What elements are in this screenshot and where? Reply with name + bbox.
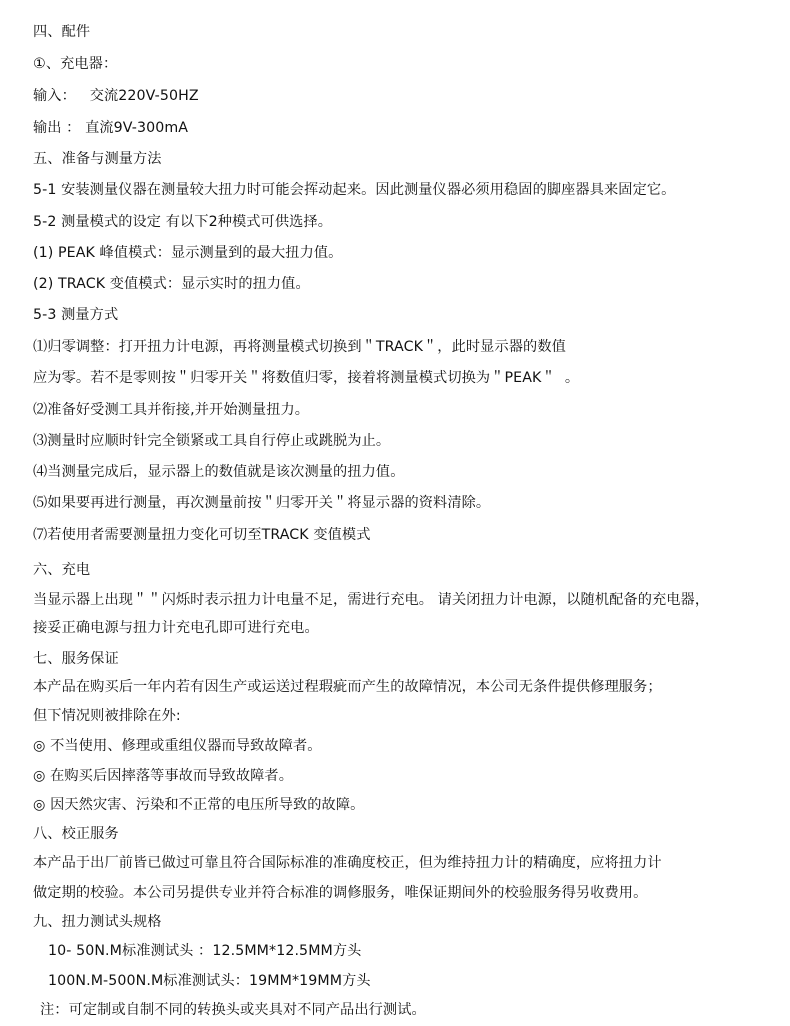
procedure-5: ⑸如果要再进行测量，再次测量前按＂归零开关＂将显示器的资料清除。: [33, 495, 491, 511]
procedure-3: ⑶测量时应顺时针完全锁紧或工具自行停止或跳脱为止。: [33, 433, 391, 449]
step-5-1: 5-1 安装测量仪器在测量较大扭力时可能会挥动起来。因此测量仪器必须用稳固的脚座器具来固定它。: [33, 182, 676, 198]
charging-line-2: 接妥正确电源与扭力计充电孔即可进行充电。: [33, 620, 319, 636]
procedure-1-line-1: ⑴归零调整：打开扭力计电源，再将测量模式切换到＂TRACK＂，此时显示器的数值: [33, 339, 566, 355]
warranty-exclusion-2: ◎ 在购买后因摔落等事故而导致故障者。: [33, 768, 293, 784]
procedure-1-line-2: 应为零。若不是零则按＂归零开关＂将数值归零，接着将测量模式切换为＂PEAK＂ 。: [33, 370, 580, 386]
warranty-exclusion-1: ◎ 不当使用、修理或重组仪器而导致故障者。: [33, 738, 322, 754]
charger-output-spec: 输出 ： 直流9V-300mA: [33, 120, 189, 136]
section-8-title: 八、校正服务: [33, 826, 119, 842]
test-head-note: 注：可定制或自制不同的转换头或夹具对不同产品出行测试。: [40, 1002, 426, 1018]
charger-heading: ①、充电器：: [33, 56, 118, 72]
section-5-title: 五、准备与测量方法: [33, 151, 162, 167]
step-5-2: 5-2 测量模式的设定 有以下2种模式可供选择。: [33, 214, 332, 230]
section-9-title: 九、扭力测试头规格: [33, 914, 162, 930]
section-4-title: 四、配件: [33, 24, 91, 40]
calibration-line-2: 做定期的校验。本公司另提供专业并符合标准的调修服务，唯保证期间外的校验服务得另收费用。: [33, 885, 648, 901]
section-6-title: 六、充电: [33, 562, 91, 578]
procedure-4: ⑷当测量完成后，显示器上的数值就是该次测量的扭力值。: [33, 464, 405, 480]
calibration-line-1: 本产品于出厂前皆已做过可靠且符合国际标准的准确度校正，但为维持扭力计的精确度，应将扭力计: [33, 855, 662, 871]
test-head-spec-2: 100N.M-500N.M标准测试头：19MM*19MM方头: [48, 973, 371, 989]
section-7-title: 七、服务保证: [33, 651, 119, 667]
mode-track: (2) TRACK 变值模式：显示实时的扭力值。: [33, 276, 310, 292]
warranty-line-1: 本产品在购买后一年内若有因生产或运送过程瑕疵而产生的故障情况，本公司无条件提供修理服务；: [33, 679, 662, 695]
test-head-spec-1: 10- 50N.M标准测试头 ：12.5MM*12.5MM方头: [48, 943, 362, 959]
warranty-exclusion-3: ◎ 因天然灾害、污染和不正常的电压所导致的故障。: [33, 797, 365, 813]
mode-peak: (1) PEAK 峰值模式：显示测量到的最大扭力值。: [33, 245, 343, 261]
warranty-line-2: 但下情况则被排除在外:: [33, 708, 181, 724]
charger-input-spec: 输入： 交流220V-50HZ: [33, 88, 199, 104]
step-5-3: 5-3 测量方式: [33, 307, 119, 323]
charging-line-1: 当显示器上出现＂＂闪烁时表示扭力计电量不足，需进行充电。 请关闭扭力计电源，以随机配备的充电器，: [33, 592, 710, 608]
procedure-7: ⑺若使用者需要测量扭力变化可切至TRACK 变值模式: [33, 527, 371, 543]
procedure-2: ⑵准备好受测工具并衔接,并开始测量扭力。: [33, 402, 310, 418]
